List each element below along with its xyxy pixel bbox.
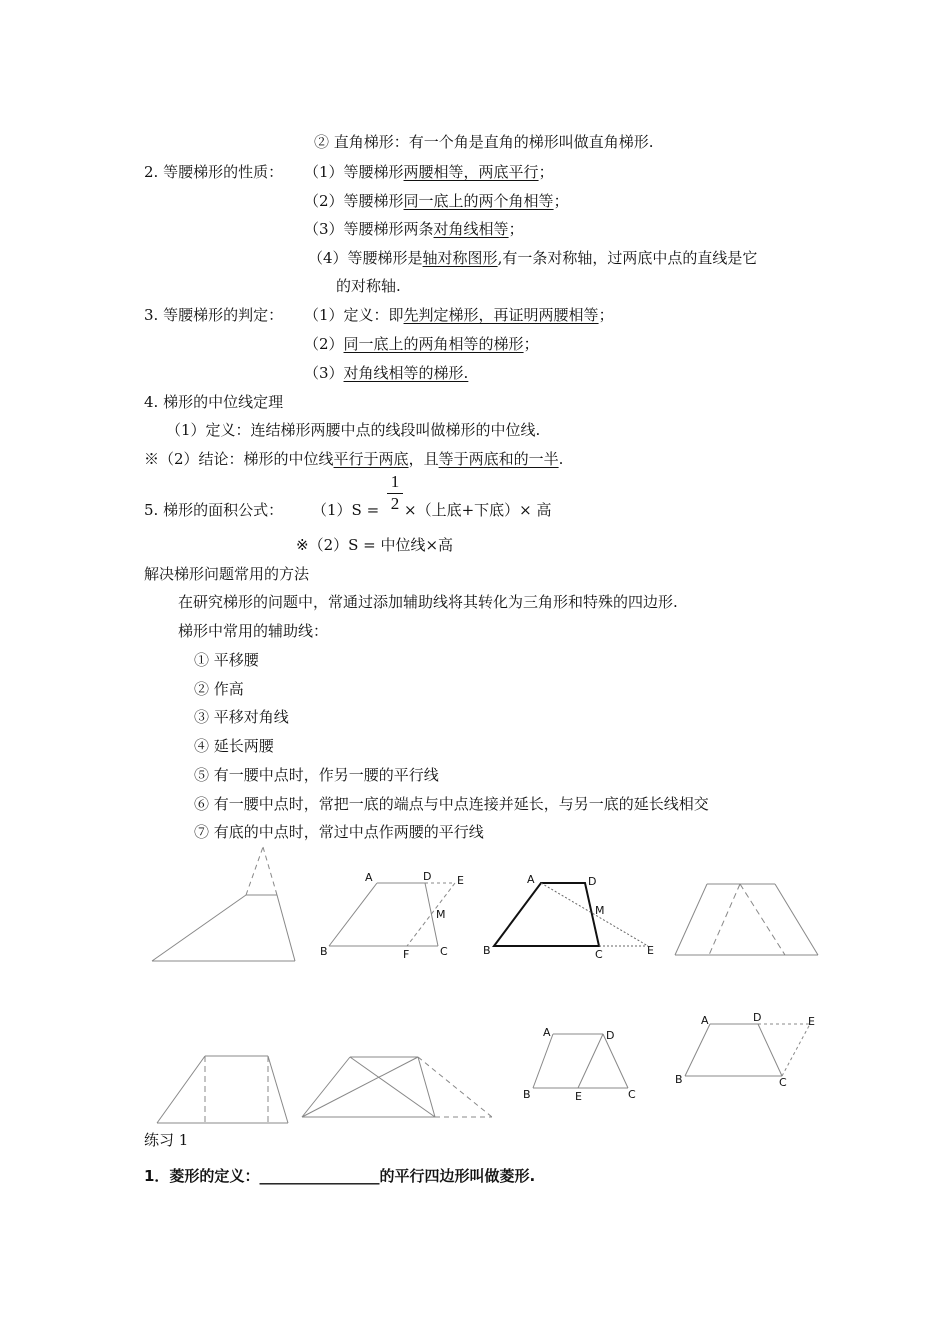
methods-title: 解决梯形问题常用的方法 [144,565,310,583]
exercise-question-1: 1．菱形的定义：________________的平行四边形叫做菱形. [144,1167,536,1185]
label-E: E [808,1015,815,1028]
aux-item: ① 平移腰 [194,651,259,669]
figure-midpoint-parallel [533,1034,628,1088]
label-E: E [647,944,654,957]
aux-item: ② 作高 [194,680,244,698]
isosceles-properties-heading: 2. 等腰梯形的性质： [144,163,284,181]
property-4: （4）等腰梯形是轴对称图形,有一条对称轴，过两底中点的直线是它 [308,249,758,267]
area-formula-1-rest: ×（上底+下底）× 高 [404,501,552,519]
aux-item: ④ 延长两腰 [194,737,274,755]
area-formula-heading: 5. 梯形的面积公式： [144,501,284,519]
label-B: B [320,945,328,958]
figure-midpoint-extend [494,883,648,946]
criterion-1: （1）定义：即先判定梯形，再证明两腰相等； [304,306,614,324]
midline-theorem-heading: 4. 梯形的中位线定理 [144,393,284,411]
label-C: C [440,945,448,958]
figure-parallel-legs [675,884,818,955]
label-M: M [436,908,446,921]
criterion-2: （2）同一底上的两角相等的梯形； [304,335,539,353]
label-D: D [606,1029,615,1042]
label-C: C [595,948,603,961]
methods-intro: 在研究梯形的问题中，常通过添加辅助线将其转化为三角形和特殊的四边形. [178,593,678,611]
aux-item: ③ 平移对角线 [194,708,289,726]
label-B: B [675,1073,683,1086]
label-D: D [588,875,597,888]
label-F: F [403,948,410,961]
property-1: （1）等腰梯形两腰相等，两底平行； [304,163,554,181]
figure-extend-legs [152,847,295,961]
exercise-title: 练习 1 [144,1131,189,1149]
aux-item: ⑦ 有底的中点时，常过中点作两腰的平行线 [194,823,484,841]
label-E: E [457,874,464,887]
property-4-continued: 的对称轴. [336,277,401,295]
area-formula-1-prefix: （1）S = [312,501,380,519]
label-D: D [753,1011,762,1024]
label-A: A [365,871,373,884]
property-3: （3）等腰梯形两条对角线相等； [304,220,524,238]
aux-lines-title: 梯形中常用的辅助线： [178,622,329,640]
fraction-numerator: 1 [390,472,400,491]
area-formula-2: ※（2）S = 中位线×高 [296,536,454,554]
label-B: B [483,944,491,957]
criterion-3: （3）对角线相等的梯形. [304,364,469,382]
label-M: M [595,904,605,917]
aux-item: ⑤ 有一腰中点时，作另一腰的平行线 [194,766,439,784]
figure-translate-diagonal [302,1057,492,1117]
property-2: （2）等腰梯形同一底上的两个角相等； [304,192,569,210]
isosceles-criteria-heading: 3. 等腰梯形的判定： [144,306,284,324]
label-E: E [575,1090,582,1103]
label-A: A [527,873,535,886]
label-A: A [701,1014,709,1027]
aux-item: ⑥ 有一腰中点时，常把一底的端点与中点连接并延长，与另一底的延长线相交 [194,795,709,813]
label-C: C [779,1076,787,1089]
label-B: B [523,1088,531,1101]
label-C: C [628,1088,636,1101]
midline-conclusion: ※（2）结论：梯形的中位线平行于两底，且等于两底和的一半. [144,450,564,468]
right-trapezoid-definition: ② 直角梯形：有一个角是直角的梯形叫做直角梯形. [314,133,654,151]
midline-definition: （1）定义：连结梯形两腰中点的线段叫做梯形的中位线. [166,421,541,439]
fraction-denominator: 2 [390,494,400,513]
answer-blank: ________________ [259,1167,380,1185]
label-D: D [423,870,432,883]
label-A: A [543,1026,551,1039]
figure-draw-heights [157,1056,288,1123]
figure-extend-base [685,1024,810,1076]
